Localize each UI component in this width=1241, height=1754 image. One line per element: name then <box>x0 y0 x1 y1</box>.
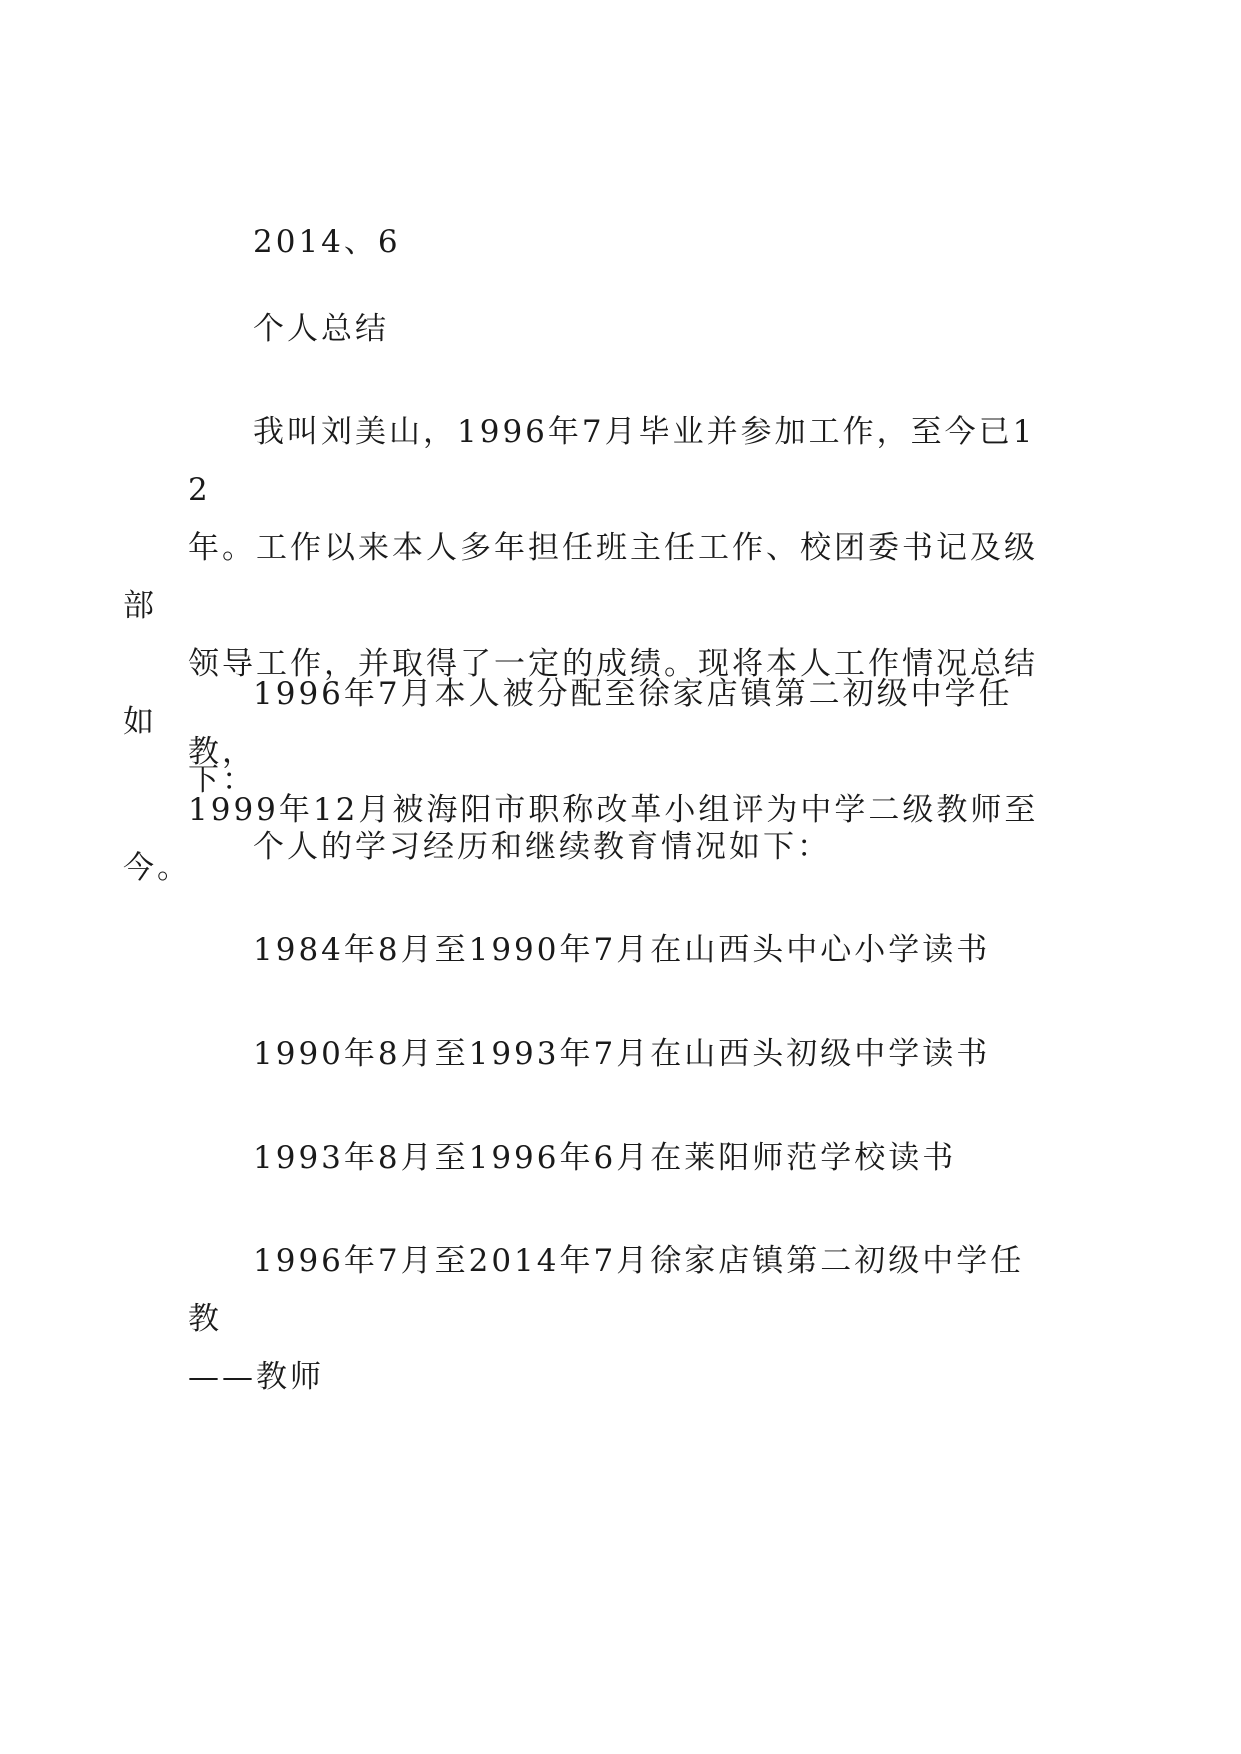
history-item-4 <box>188 1232 1056 1406</box>
intro-line: 年。工作以来本人多年担任班主任工作、校团委书记及级部 <box>123 530 1038 624</box>
date-text: 2014、6 <box>253 224 401 260</box>
education-heading <box>188 818 1056 876</box>
date-line <box>188 213 1056 271</box>
history-item-3 <box>188 1129 1056 1187</box>
career-line: 1996年7月本人被分配至徐家店镇第二初级中学任教， <box>188 676 1013 770</box>
history-text: 1984年8月至1990年7月在山西头中心小学读书 <box>253 932 991 968</box>
document-title <box>188 300 1056 358</box>
title-text: 个人总结 <box>253 311 389 347</box>
intro-line: 领导工作，并取得了一定的成绩。现将本人工作情况总结如 <box>123 646 1038 740</box>
history-text: 1996年7月至2014年7月徐家店镇第二初级中学任教 <box>188 1243 1025 1337</box>
history-item-1 <box>188 921 1056 979</box>
history-text: 1990年8月至1993年7月在山西头初级中学读书 <box>253 1036 991 1072</box>
history-text: ——教师 <box>188 1359 324 1395</box>
intro-line: 我叫刘美山，1996年7月毕业并参加工作，至今已12 <box>188 414 1036 508</box>
career-line: 1999年12月被海阳市职称改革小组评为中学二级教师至今。 <box>123 792 1039 886</box>
history-item-2 <box>188 1025 1056 1083</box>
history-text: 1993年8月至1996年6月在莱阳师范学校读书 <box>253 1140 957 1176</box>
education-heading-text: 个人的学习经历和继续教育情况如下： <box>253 829 831 865</box>
intro-line: 下： <box>188 762 256 798</box>
